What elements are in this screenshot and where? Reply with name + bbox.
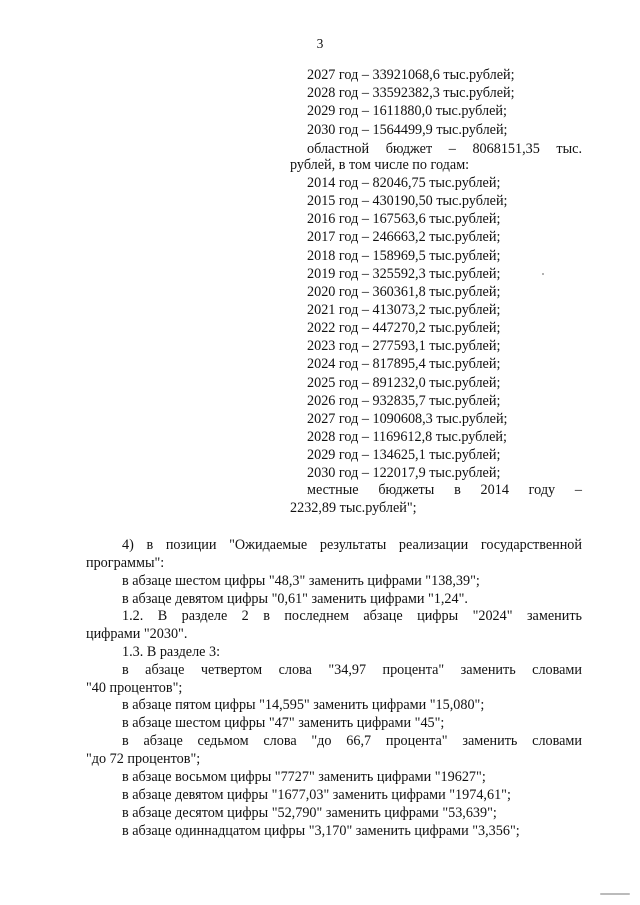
word: в xyxy=(454,482,461,498)
paragraph-1-3-item-a-line-2: "40 процентов"; xyxy=(86,680,183,696)
list-item: 2030 год – 122017,9 тыс.рублей; xyxy=(307,465,501,482)
list-item: 2028 год – 1169612,8 тыс.рублей; xyxy=(307,428,507,445)
list-item: 2021 год – 413073,2 тыс.рублей; xyxy=(307,301,501,318)
list-item: 2024 год – 817895,4 тыс.рублей; xyxy=(307,356,501,373)
list-item: 2017 год – 246663,2 тыс.рублей; xyxy=(307,229,501,246)
list-item: 2027 год – 1090608,3 тыс.рублей; xyxy=(307,410,508,427)
paragraph-4-line-2: программы": xyxy=(86,555,165,571)
word: тыс. xyxy=(556,141,582,157)
list-item: 2018 год – 158969,5 тыс.рублей; xyxy=(307,247,501,264)
paragraph-1-3-item-f: в абзаце девятом цифры "1677,03" заменить цифрами "1974,61"; xyxy=(122,787,511,803)
word: – xyxy=(574,482,582,498)
local-budget-line-2: 2232,89 тыс.рублей"; xyxy=(290,500,417,516)
word: бюджеты xyxy=(378,482,435,498)
list-item: 2019 год – 325592,3 тыс.рублей; xyxy=(307,265,501,282)
list-item: 2026 год – 932835,7 тыс.рублей; xyxy=(307,392,501,409)
paragraph-1-3-item-e: в абзаце восьмом цифры "7727" заменить цифрами "19627"; xyxy=(122,769,486,785)
regional-budget-line-2: рублей, в том числе по годам: xyxy=(290,157,470,173)
paragraph-1-2-line-1: 1.2. В разделе 2 в последнем абзаце цифры "2024" заменить xyxy=(122,608,582,624)
list-item: 2022 год – 447270,2 тыс.рублей; xyxy=(307,320,501,337)
list-item: 2023 год – 277593,1 тыс.рублей; xyxy=(307,338,501,355)
list-item: 2029 год – 1611880,0 тыс.рублей; xyxy=(307,103,507,120)
list-item: 2025 год – 891232,0 тыс.рублей; xyxy=(307,374,501,391)
list-item: 2016 год – 167563,6 тыс.рублей; xyxy=(307,211,501,228)
word: 2014 xyxy=(480,482,509,498)
top-years-list xyxy=(307,66,515,139)
paragraph-4-item-b: в абзаце девятом цифры "0,61" заменить цифрами "1,24". xyxy=(122,591,468,607)
local-budget-line-1 xyxy=(307,481,582,499)
regional-years-list xyxy=(307,174,508,482)
page-number: 3 xyxy=(316,36,324,51)
list-item: 2014 год – 82046,75 тыс.рублей; xyxy=(307,175,501,191)
word: 8068151,35 xyxy=(472,141,540,157)
word: местные xyxy=(307,482,359,498)
list-item: 2029 год – 134625,1 тыс.рублей; xyxy=(307,447,501,464)
paragraph-1-3-item-d-line-2: "до 72 процентов"; xyxy=(86,751,201,767)
paragraph-1-3-item-a-line-1: в абзаце четвертом слова "34,97 процента" заменить словами xyxy=(122,662,582,678)
list-item: 2030 год – 1564499,9 тыс.рублей; xyxy=(307,121,508,138)
scan-speck xyxy=(600,893,630,895)
word: – xyxy=(448,141,456,157)
list-item: 2028 год – 33592382,3 тыс.рублей; xyxy=(307,85,515,102)
paragraph-4-item-a: в абзаце шестом цифры "48,3" заменить цифрами "138,39"; xyxy=(122,573,480,589)
word: году xyxy=(528,482,556,498)
paragraph-1-2-line-2: цифрами "2030". xyxy=(86,626,188,642)
paragraph-1-3-item-b: в абзаце пятом цифры "14,595" заменить цифрами "15,080"; xyxy=(122,697,485,713)
paragraph-1-3-item-d-line-1: в абзаце седьмом слова "до 66,7 процента" заменить словами xyxy=(122,733,582,749)
word: областной xyxy=(307,141,370,157)
list-item: 2020 год – 360361,8 тыс.рублей; xyxy=(307,283,501,300)
word: бюджет xyxy=(385,141,433,157)
paragraph-1-3-heading: 1.3. В разделе 3: xyxy=(122,644,221,660)
paragraph-1-3-item-h: в абзаце одиннадцатом цифры "3,170" заменить цифрами "3,356"; xyxy=(122,823,520,839)
list-item: 2027 год – 33921068,6 тыс.рублей; xyxy=(307,67,515,83)
paragraph-1-3-item-g: в абзаце десятом цифры "52,790" заменить цифрами "53,639"; xyxy=(122,805,497,821)
paragraph-1-3-item-c: в абзаце шестом цифры "47" заменить цифрами "45"; xyxy=(122,715,445,731)
list-item: 2015 год – 430190,50 тыс.рублей; xyxy=(307,193,508,210)
paragraph-4-line-1: 4) в позиции "Ожидаемые результаты реализации государственной xyxy=(122,537,582,553)
scan-speck xyxy=(542,273,544,275)
